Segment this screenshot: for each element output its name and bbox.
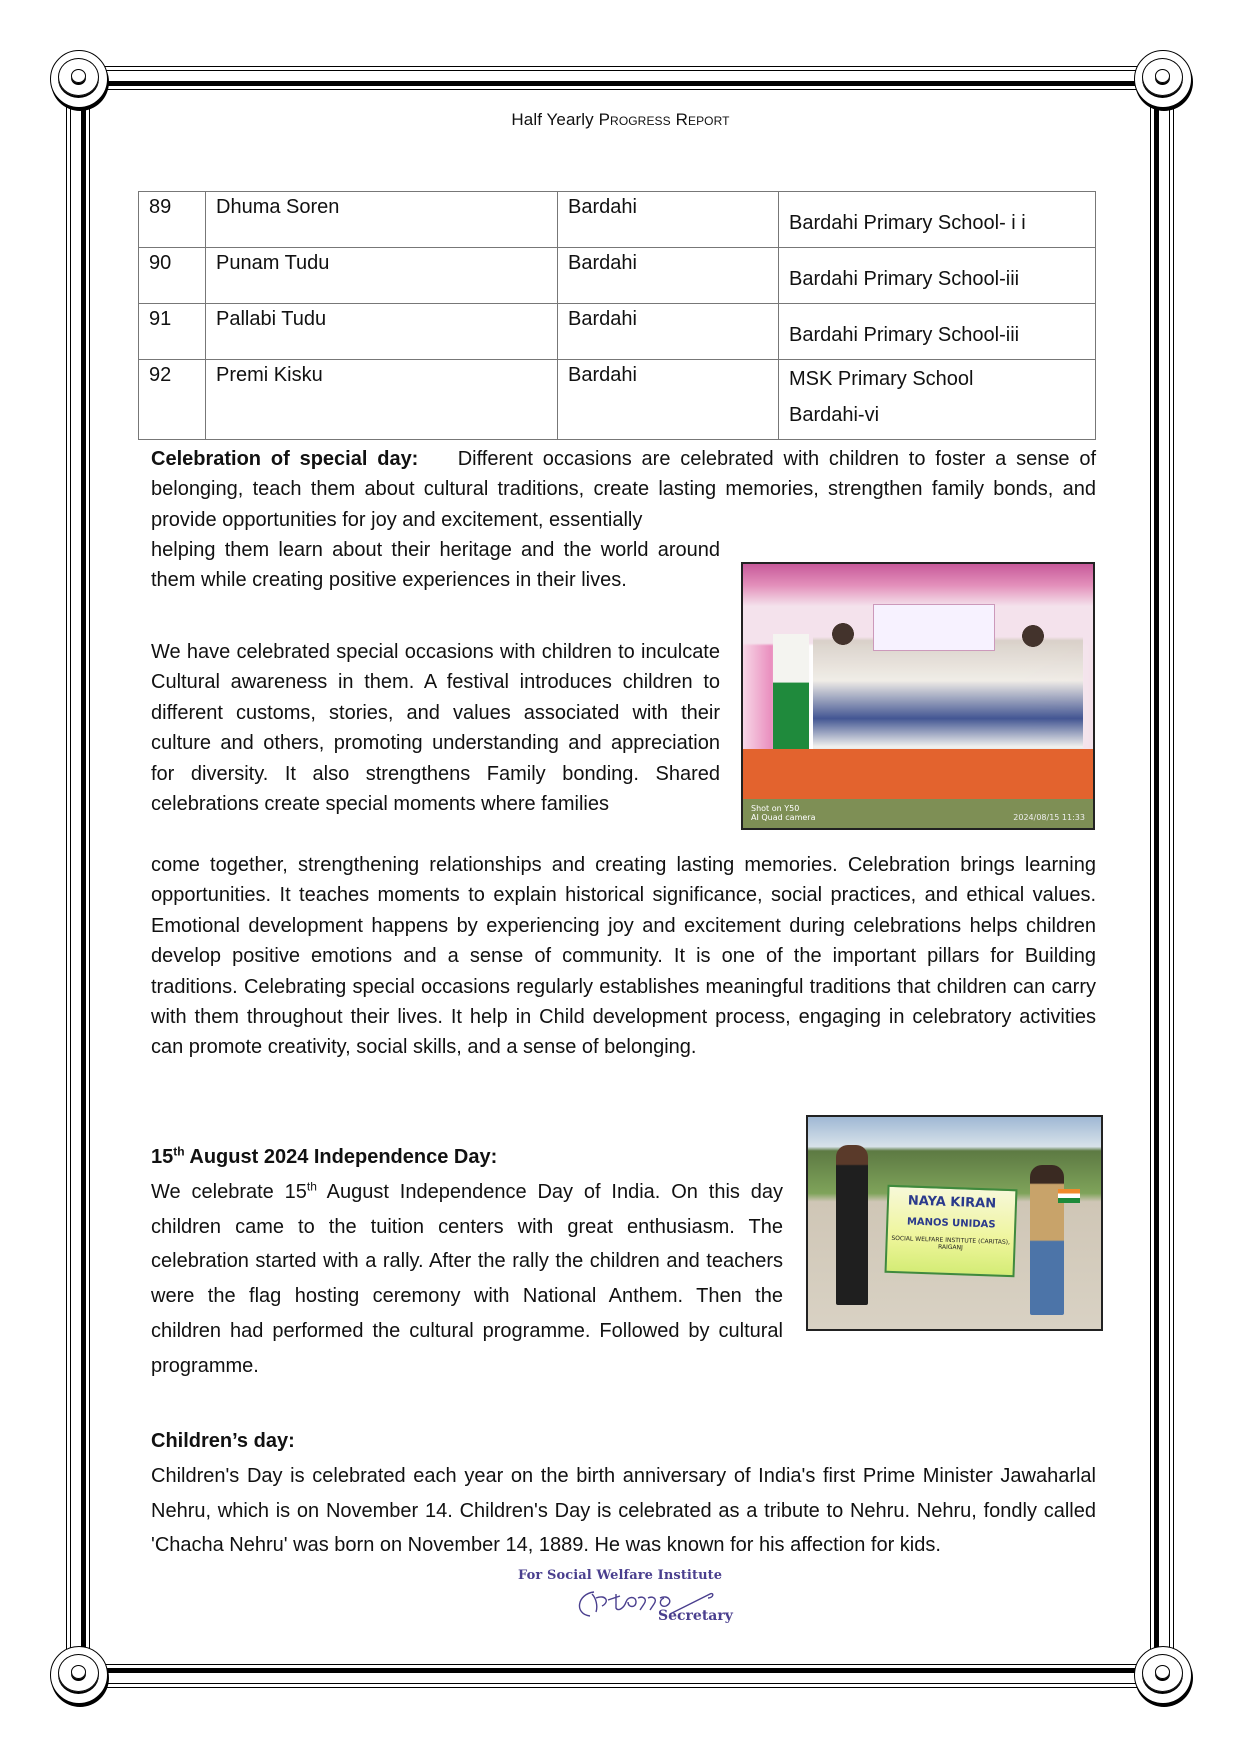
special-day-para2-full-text: come together, strengthening relationships and creating lasting memories. Celebration brings learning opportunities. It teaches moments to explain historical significance, social practices, and ethical values. Emotional development happens by experiencing joy and excitement during celebrations helps children develop positive emotions and a sense of community. It is one of the important pillars for Building traditions. Celebrating special occasions regularly establishes meaningful traditions that children can carry with them throughout their lives. It help in Child development process, engaging in celebratory activities can promote creativity, social skills, and a sense of belonging. <box>151 854 1096 1059</box>
page-header <box>0 110 1241 130</box>
frame-corner-ornament-bottom-right <box>1134 1646 1192 1704</box>
special-day-intro <box>151 444 1096 535</box>
cell-village: Bardahi <box>558 360 779 440</box>
cell-village: Bardahi <box>558 248 779 304</box>
cell-school: Bardahi Primary School-iii <box>779 304 1096 360</box>
frame-corner-ornament-top-right <box>1134 50 1192 108</box>
photo-special-day-group <box>741 562 1095 830</box>
cell-name: Pallabi Tudu <box>206 304 558 360</box>
cell-school-line2: Bardahi-vi <box>789 404 880 426</box>
table-row <box>139 248 1096 304</box>
special-day-para2-full <box>151 850 1096 1063</box>
signature-org: For Social Welfare Institute <box>518 1568 723 1583</box>
frame-left-border <box>66 100 90 1660</box>
frame-corner-ornament-top-left <box>50 50 108 108</box>
signature-role: Secretary <box>658 1608 733 1624</box>
frame-right-border <box>1150 100 1174 1660</box>
cell-school-line1: MSK Primary School <box>789 368 974 390</box>
independence-day-heading: 15th August 2024 Independence Day: <box>151 1144 498 1168</box>
special-day-para2-narrow-text: We have celebrated special occasions with children to inculcate Cultural awareness in them. A festival introduces children to different customs, stories, and values associated with their culture and others, promoting understanding and appreciation for diversity. It also strengthens Family bonding. Shared celebrations create special moments where families <box>151 641 720 816</box>
special-day-heading: Celebration of special day: <box>151 448 419 470</box>
photo-date-stamp: 2024/08/15 11:33 <box>1013 813 1085 822</box>
photo-banner: NAYA KIRAN MANOS UNIDAS SOCIAL WELFARE INSTITUTE (CARITAS), RAIGANJ <box>885 1185 1018 1277</box>
frame-top-border <box>88 66 1154 90</box>
cell-sl: 92 <box>139 360 206 440</box>
cell-sl: 91 <box>139 304 206 360</box>
special-day-para2-narrow <box>151 637 720 819</box>
photo-camera-stamp: Shot on Y50 AI Quad camera <box>751 804 816 822</box>
frame-corner-ornament-bottom-left <box>50 1646 108 1704</box>
cell-school: Bardahi Primary School- i i <box>779 192 1096 248</box>
students-table <box>138 191 1096 440</box>
signature-stamp <box>512 1566 742 1638</box>
cell-name: Premi Kisku <box>206 360 558 440</box>
special-day-intro-wrap <box>151 535 720 596</box>
table-row <box>139 192 1096 248</box>
cell-sl: 89 <box>139 192 206 248</box>
cell-village: Bardahi <box>558 192 779 248</box>
childrens-day-section <box>151 1424 1096 1563</box>
photo-independence-day-rally <box>806 1115 1103 1331</box>
table-row <box>139 360 1096 440</box>
special-day-intro-wrap-text: helping them learn about their heritage and the world around them while creating positive experiences in their lives. <box>151 539 720 592</box>
independence-day-section <box>151 1140 783 1384</box>
independence-day-body: We celebrate 15th August Independence Day of India. On this day children came to the tuition centers with great enthusiasm. The celebration started with a rally. After the rally the children and teachers were the flag hosting ceremony with National Anthem. Then the children had performed the cultural programme. Followed by cultural programme. <box>151 1179 783 1377</box>
table-row <box>139 304 1096 360</box>
header-title: Half Yearly <box>511 110 599 129</box>
cell-school: Bardahi Primary School-iii <box>779 248 1096 304</box>
childrens-day-body: Children's Day is celebrated each year on the birth anniversary of India's first Prime Minister Jawaharlal Nehru, which is on November 14. Children's Day is celebrated as a tribute to Nehru. Nehru, fondly called 'Chacha Nehru' was born on November 14, 1889. He was known for his affection for kids. <box>151 1464 1096 1557</box>
frame-bottom-border <box>88 1664 1154 1688</box>
cell-sl: 90 <box>139 248 206 304</box>
cell-name: Punam Tudu <box>206 248 558 304</box>
special-day-intro-text: Different occasions are celebrated with children to foster a sense of belonging, teach them about cultural traditions, create lasting memories, strengthen family bonds, and provide opportunities for joy and excitement, essentially <box>151 448 1096 531</box>
cell-name: Dhuma Soren <box>206 192 558 248</box>
header-title-smallcaps: Progress Report <box>598 110 730 129</box>
childrens-day-heading: Children’s day: <box>151 1430 295 1452</box>
cell-school <box>779 360 1096 440</box>
cell-village: Bardahi <box>558 304 779 360</box>
